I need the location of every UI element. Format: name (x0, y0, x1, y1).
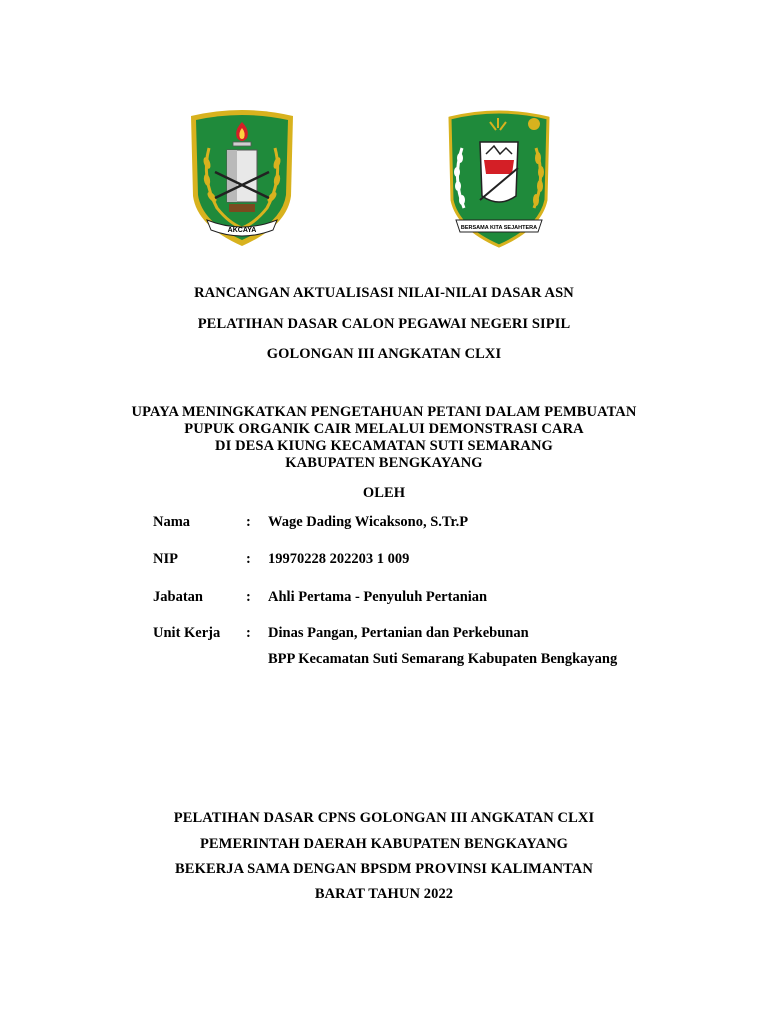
bengkayang-emblem-icon (440, 108, 558, 248)
topic-line-3: DI DESA KIUNG KECAMATAN SUTI SEMARANG (215, 438, 553, 454)
position-label: Jabatan (153, 589, 203, 605)
topic-line-2: PUPUK ORGANIK CAIR MELALUI DEMONSTRASI CARA (184, 421, 584, 437)
footer-line-3: BEKERJA SAMA DENGAN BPSDM PROVINSI KALIMANTAN (175, 861, 593, 877)
work-unit-label: Unit Kerja (153, 625, 221, 641)
position-separator: : (246, 589, 251, 605)
title-line-3: GOLONGAN III ANGKATAN CLXI (266, 346, 502, 362)
topic-line-4: KABUPATEN BENGKAYANG (285, 455, 483, 471)
nip-separator: : (246, 551, 251, 567)
work-unit-value-2: BPP Kecamatan Suti Semarang Kabupaten Bengkayang (268, 651, 618, 667)
svg-text:BERSAMA KITA SEJAHTERA: BERSAMA KITA SEJAHTERA (460, 225, 538, 231)
by-label: OLEH (362, 485, 406, 501)
work-unit-separator: : (246, 625, 251, 641)
svg-text:AKCAYA: AKCAYA (227, 227, 257, 234)
footer-line-4: BARAT TAHUN 2022 (314, 886, 454, 902)
footer-line-1: PELATIHAN DASAR CPNS GOLONGAN III ANGKATAN CLXI (173, 810, 595, 826)
kalimantan-barat-emblem-icon (187, 108, 297, 248)
title-line-2: PELATIHAN DASAR CALON PEGAWAI NEGERI SIPIL (197, 316, 571, 332)
nip-value: 19970228 202203 1 009 (268, 551, 410, 567)
title-line-1: RANCANGAN AKTUALISASI NILAI-NILAI DASAR ASN (194, 285, 574, 301)
work-unit-value: Dinas Pangan, Pertanian dan Perkebunan (268, 625, 529, 641)
position-value: Ahli Pertama - Penyuluh Pertanian (268, 589, 488, 605)
name-label: Nama (153, 514, 191, 530)
nip-label: NIP (153, 551, 178, 567)
topic-line-1: UPAYA MENINGKATKAN PENGETAHUAN PETANI DALAM PEMBUATAN (131, 404, 637, 420)
footer-line-2: PEMERINTAH DAERAH KABUPATEN BENGKAYANG (199, 836, 569, 852)
name-separator: : (246, 514, 251, 530)
name-value: Wage Dading Wicaksono, S.Tr.P (268, 514, 469, 530)
